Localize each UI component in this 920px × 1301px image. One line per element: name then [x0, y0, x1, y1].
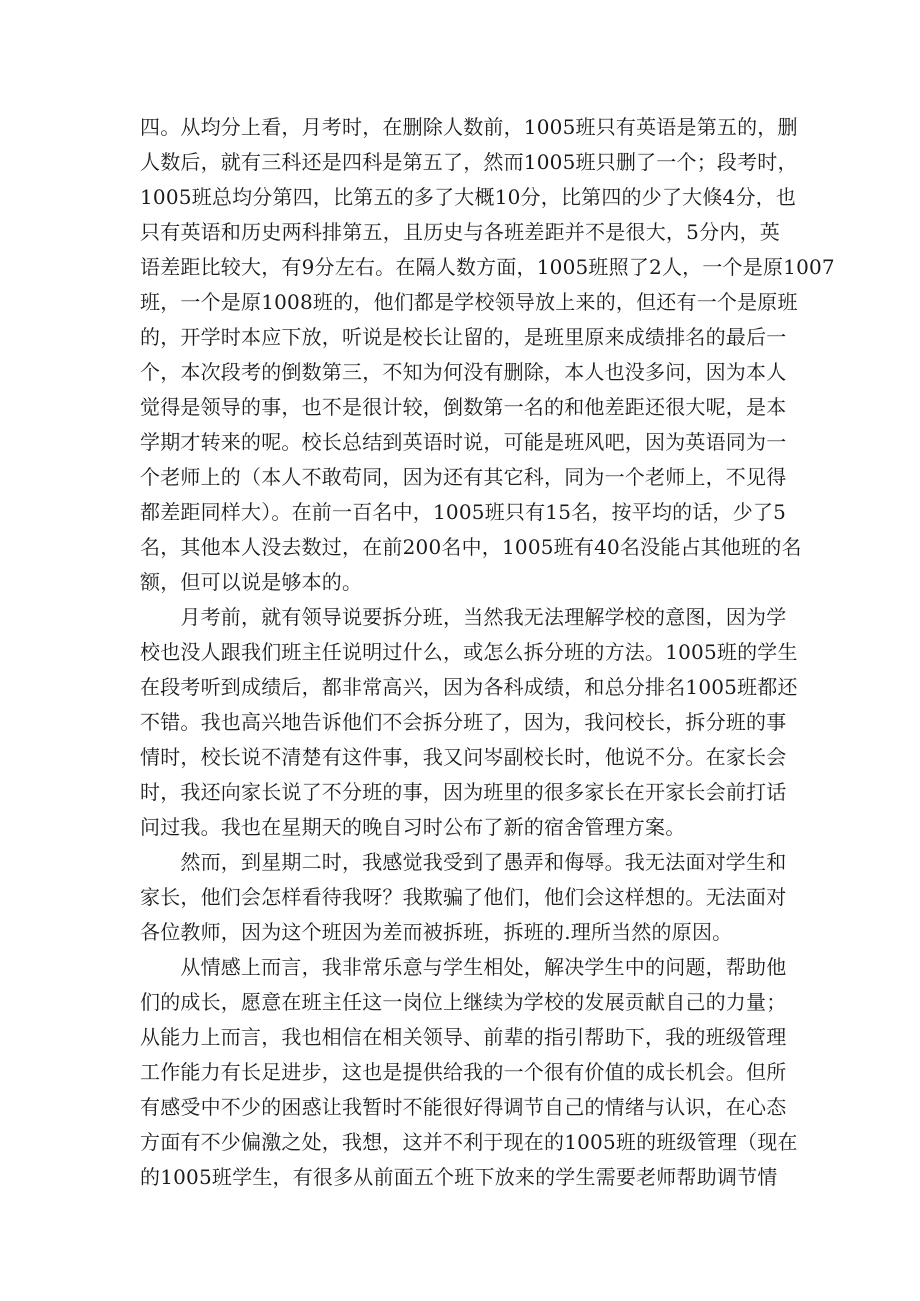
paragraph — [140, 950, 798, 1195]
text-line: 问过我。我也在星期天的晚自习时公布了新的宿舍管理方案。 — [140, 815, 686, 839]
text-line: 月考前，就有领导说要拆分班，当然我无法理解学校的意图，因为学 — [140, 605, 787, 629]
text-line: 有感受中不少的困惑让我暂时不能很好得调节自己的情绪与认识，在心态 — [140, 1095, 787, 1119]
text-line: 家长，他们会怎样看待我呀？我欺骗了他们，他们会这样想的。无法面对 — [140, 885, 787, 909]
text-line: 在段考听到成绩后，都非常高兴，因为各科成绩，和总分排名1005班都还 — [140, 675, 798, 699]
text-line: 们的成长，愿意在班主任这一岗位上继续为学校的发展贡献自己的力量； — [140, 990, 787, 1014]
paragraph — [140, 600, 798, 845]
text-line: 方面有不少偏激之处，我想，这并不利于现在的1005班的班级管理（现在 — [140, 1130, 798, 1154]
text-line: 各位教师，因为这个班因为差而被拆班，拆班的.理所当然的原因。 — [140, 920, 733, 944]
text-line: 学期才转来的呢。校长总结到英语时说，可能是班风吧，因为英语同为一 — [140, 430, 787, 454]
text-line: 然而，到星期二时，我感觉我受到了愚弄和侮辱。我无法面对学生和 — [140, 850, 787, 874]
text-line: 名，其他本人没去数过，在前200名中，1005班有40名没能占其他班的名 — [140, 535, 802, 559]
text-line: 只有英语和历史两科排第五，且历史与各班差距并不是很大，5分内，英 — [140, 220, 780, 244]
text-line: 额，但可以说是够本的。 — [140, 570, 363, 594]
text-line: 的，开学时本应下放，听说是校长让留的，是班里原来成绩排名的最后一 — [140, 325, 787, 349]
text-line: 从情感上而言，我非常乐意与学生相处，解决学生中的问题，帮助他 — [140, 955, 787, 979]
text-line: 四。从均分上看，月考时，在删除人数前，1005班只有英语是第五的，删 — [140, 115, 798, 139]
text-line: 情时，校长说不清楚有这件事，我又问岑副校长时，他说不分。在家长会 — [140, 745, 787, 769]
paragraph — [140, 110, 835, 600]
text-line: 校也没人跟我们班主任说明过什么，或怎么拆分班的方法。1005班的学生 — [140, 640, 798, 664]
text-line: 1005班总均分第四，比第五的多了大概10分，比第四的少了大倏4分，也 — [140, 185, 797, 209]
paragraph — [140, 845, 787, 950]
text-line: 觉得是领导的事，也不是很计较，倒数第一名的和他差距还很大呢，是本 — [140, 395, 787, 419]
text-line: 个老师上的（本人不敢苟同，因为还有其它科，同为一个老师上，不见得 — [140, 465, 787, 489]
document-body — [140, 110, 835, 1195]
text-line: 的1005班学生，有很多从前面五个班下放来的学生需要老师帮助调节情 — [140, 1165, 778, 1189]
text-line: 语差距比较大，有9分左右。在隔人数方面，1005班照了2人，一个是原1007 — [140, 255, 835, 279]
text-line: 个，本次段考的倒数第三，不知为何没有删除，本人也没多问，因为本人 — [140, 360, 787, 384]
text-line: 工作能力有长足进步，这也是提供给我的一个很有价值的成长机会。但所 — [140, 1060, 787, 1084]
text-line: 从能力上而言，我也相信在相关领导、前辈的指引帮助下，我的班级管理 — [140, 1025, 787, 1049]
text-line: 时，我还向家长说了不分班的事，因为班里的很多家长在开家长会前打话 — [140, 780, 787, 804]
text-line: 不错。我也高兴地告诉他们不会拆分班了，因为，我问校长，拆分班的事 — [140, 710, 787, 734]
text-line: 都差距同样大）。在前一百名中，1005班只有15名，按平均的话，少了5 — [140, 500, 787, 524]
text-line: 班，一个是原1008班的，他们都是学校领导放上来的，但还有一个是原班 — [140, 290, 798, 314]
text-line: 人数后，就有三科还是四科是第五了，然而1005班只删了一个；段考时， — [140, 150, 798, 174]
